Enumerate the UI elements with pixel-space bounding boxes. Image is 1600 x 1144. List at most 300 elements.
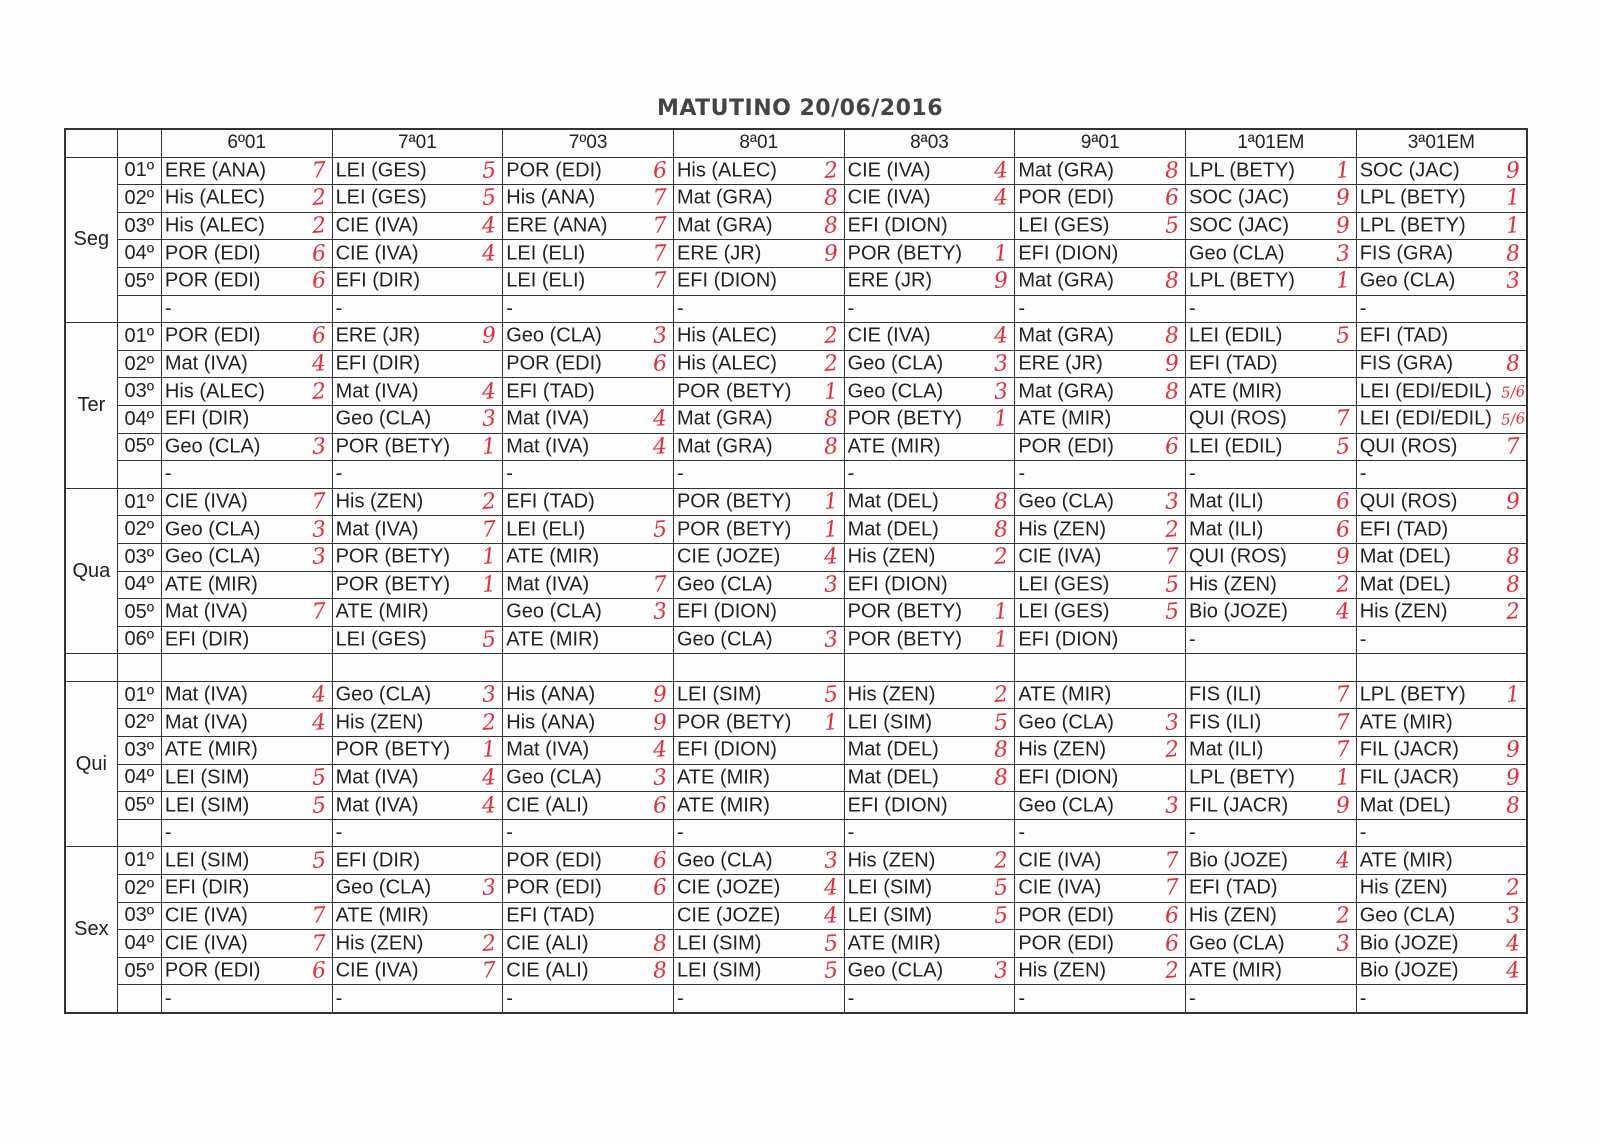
subject-teacher: Mat (DEL) bbox=[1359, 545, 1451, 568]
subject-teacher: Mat (DEL) bbox=[847, 490, 939, 513]
table-row bbox=[65, 405, 1527, 433]
subject-teacher: - bbox=[506, 462, 513, 485]
subject-teacher: Mat (GRA) bbox=[676, 214, 773, 237]
handwritten-mark: 7 bbox=[310, 902, 327, 929]
schedule-cell bbox=[1015, 957, 1186, 985]
handwritten-mark: 3 bbox=[993, 958, 1010, 985]
schedule-cell bbox=[1186, 737, 1357, 765]
schedule-cell bbox=[1015, 930, 1186, 958]
subject-teacher: EFI (TAD) bbox=[506, 904, 595, 927]
schedule-cell bbox=[673, 433, 844, 461]
handwritten-mark: 3 bbox=[1505, 902, 1521, 929]
handwritten-mark: 3 bbox=[822, 627, 839, 653]
subject-teacher: - bbox=[1189, 462, 1196, 485]
class-header: 8ª03 bbox=[844, 129, 1015, 157]
subject-teacher: CIE (IVA) bbox=[847, 186, 931, 209]
schedule-cell bbox=[1356, 875, 1527, 903]
schedule-cell bbox=[332, 957, 503, 985]
subject-teacher: Geo (CLA) bbox=[1018, 794, 1114, 817]
day-label: Qua bbox=[65, 488, 117, 654]
period-label: 03º bbox=[117, 543, 161, 571]
subject-teacher: CIE (ALI) bbox=[506, 794, 589, 817]
schedule-cell bbox=[1015, 405, 1186, 433]
subject-teacher: POR (EDI) bbox=[1018, 186, 1114, 209]
handwritten-mark: 9 bbox=[481, 323, 498, 350]
subject-teacher: Geo (CLA) bbox=[506, 600, 602, 623]
handwritten-mark: 1 bbox=[993, 240, 1010, 267]
day-label: Sex bbox=[65, 847, 117, 1013]
subject-teacher: POR (BETY) bbox=[847, 407, 963, 430]
subject-teacher: POR (EDI) bbox=[506, 352, 602, 375]
handwritten-mark: 7 bbox=[1334, 709, 1351, 736]
schedule-cell bbox=[673, 350, 844, 378]
schedule-cell bbox=[1015, 681, 1186, 709]
schedule-cell bbox=[161, 875, 332, 903]
handwritten-mark: 5 bbox=[822, 958, 839, 985]
subject-teacher: LEI (SIM) bbox=[847, 876, 933, 899]
handwritten-mark: 3 bbox=[1334, 240, 1351, 267]
schedule-cell bbox=[673, 930, 844, 958]
schedule-cell bbox=[332, 350, 503, 378]
class-header: 7º03 bbox=[503, 129, 674, 157]
subject-teacher: ATE (MIR) bbox=[1018, 683, 1112, 706]
schedule-cell bbox=[1186, 847, 1357, 875]
subject-teacher: CIE (ALI) bbox=[506, 959, 589, 982]
subject-teacher: His (ZEN) bbox=[335, 932, 424, 955]
schedule-cell bbox=[673, 461, 844, 489]
schedule-cell bbox=[332, 985, 503, 1013]
handwritten-mark: 7 bbox=[481, 516, 498, 543]
subject-teacher: - bbox=[1359, 821, 1367, 844]
schedule-cell bbox=[332, 516, 503, 544]
subject-teacher: Geo (CLA) bbox=[847, 380, 944, 403]
handwritten-mark: 7 bbox=[310, 930, 327, 957]
handwritten-mark: 8 bbox=[1505, 571, 1521, 598]
subject-teacher: His (ZEN) bbox=[847, 545, 936, 568]
subject-teacher: Mat (IVA) bbox=[164, 352, 248, 375]
subject-teacher: His (ZEN) bbox=[335, 711, 424, 734]
subject-teacher: POR (EDI) bbox=[506, 876, 602, 899]
subject-teacher: Mat (DEL) bbox=[847, 738, 939, 761]
schedule-cell bbox=[1015, 323, 1186, 351]
subject-teacher: POR (BETY) bbox=[847, 628, 963, 651]
handwritten-mark: 5 bbox=[993, 902, 1010, 929]
handwritten-mark: 4 bbox=[481, 213, 498, 240]
schedule-cell bbox=[1186, 461, 1357, 489]
handwritten-mark: 4 bbox=[822, 875, 839, 902]
subject-teacher: His (ALEC) bbox=[164, 214, 265, 237]
subject-teacher: - bbox=[676, 821, 684, 844]
subject-teacher: Bio (JOZE) bbox=[1359, 959, 1459, 982]
handwritten-mark: 4 bbox=[481, 240, 498, 267]
subject-teacher: Geo (CLA) bbox=[1359, 269, 1456, 292]
schedule-cell bbox=[1186, 985, 1357, 1013]
schedule-cell bbox=[1186, 599, 1357, 627]
schedule-cell bbox=[673, 764, 844, 792]
subject-teacher: ATE (MIR) bbox=[676, 766, 770, 789]
schedule-cell bbox=[161, 847, 332, 875]
handwritten-mark: 4 bbox=[310, 351, 327, 378]
class-header: 8ª01 bbox=[673, 129, 844, 157]
handwritten-mark: 1 bbox=[481, 544, 498, 571]
handwritten-mark: 1 bbox=[481, 571, 498, 598]
handwritten-mark: 8 bbox=[993, 737, 1010, 764]
schedule-cell bbox=[844, 571, 1015, 599]
schedule-cell bbox=[332, 212, 503, 240]
subject-teacher: ATE (MIR) bbox=[847, 932, 941, 955]
subject-teacher: CIE (IVA) bbox=[164, 932, 248, 955]
empty-cell bbox=[1015, 654, 1186, 682]
subject-teacher: - bbox=[676, 462, 684, 485]
schedule-cell bbox=[1186, 378, 1357, 406]
schedule-cell bbox=[1015, 847, 1186, 875]
schedule-cell bbox=[503, 350, 674, 378]
schedule-cell bbox=[1015, 461, 1186, 489]
subject-teacher: - bbox=[506, 987, 513, 1010]
handwritten-mark: 2 bbox=[481, 489, 498, 515]
schedule-cell bbox=[503, 378, 674, 406]
table-row bbox=[65, 295, 1527, 323]
schedule-cell bbox=[673, 267, 844, 295]
handwritten-mark: 2 bbox=[481, 930, 498, 957]
table-row bbox=[65, 709, 1527, 737]
handwritten-mark: 2 bbox=[993, 544, 1010, 571]
subject-teacher: POR (BETY) bbox=[335, 573, 451, 596]
handwritten-mark: 8 bbox=[1164, 323, 1180, 350]
schedule-cell bbox=[332, 267, 503, 295]
period-label bbox=[117, 985, 161, 1013]
subject-teacher: Mat (ILI) bbox=[1189, 518, 1264, 541]
schedule-cell bbox=[161, 350, 332, 378]
subject-teacher: - bbox=[1018, 987, 1025, 1010]
handwritten-mark: 6 bbox=[310, 268, 327, 295]
handwritten-mark: 3 bbox=[822, 847, 839, 874]
schedule-cell bbox=[332, 543, 503, 571]
schedule-cell bbox=[1015, 350, 1186, 378]
schedule-cell bbox=[1356, 157, 1527, 185]
schedule-cell bbox=[1015, 571, 1186, 599]
schedule-cell bbox=[503, 902, 674, 930]
subject-teacher: - bbox=[1189, 821, 1196, 844]
handwritten-mark: 5 bbox=[993, 709, 1010, 736]
table-row bbox=[65, 240, 1527, 268]
subject-teacher: ATE (MIR) bbox=[164, 573, 258, 596]
handwritten-mark: 3 bbox=[652, 764, 668, 791]
handwritten-mark: 6 bbox=[1164, 930, 1180, 957]
handwritten-mark: 5 bbox=[1164, 213, 1180, 240]
handwritten-mark: 1 bbox=[481, 433, 498, 460]
schedule-cell bbox=[844, 405, 1015, 433]
handwritten-mark: 5 bbox=[481, 627, 498, 653]
handwritten-mark: 6 bbox=[1164, 902, 1180, 929]
schedule-cell bbox=[1186, 267, 1357, 295]
schedule-cell bbox=[1356, 737, 1527, 765]
subject-teacher: FIL (JACR) bbox=[1189, 794, 1289, 817]
schedule-cell bbox=[1356, 488, 1527, 516]
schedule-cell bbox=[1356, 902, 1527, 930]
schedule-cell bbox=[673, 599, 844, 627]
schedule-cell bbox=[161, 792, 332, 820]
subject-teacher: - bbox=[1189, 297, 1196, 320]
table-row bbox=[65, 157, 1527, 185]
handwritten-mark: 5 bbox=[310, 847, 327, 874]
handwritten-mark: 4 bbox=[993, 185, 1010, 212]
schedule-cell bbox=[1356, 764, 1527, 792]
subject-teacher: SOC (JAC) bbox=[1359, 159, 1460, 182]
subject-teacher: - bbox=[164, 821, 172, 844]
schedule-cell bbox=[844, 626, 1015, 654]
table-row bbox=[65, 378, 1527, 406]
schedule-cell bbox=[1186, 516, 1357, 544]
handwritten-mark: 9 bbox=[1505, 157, 1521, 184]
subject-teacher: ATE (MIR) bbox=[335, 600, 429, 623]
handwritten-mark: 7 bbox=[652, 268, 668, 295]
schedule-cell bbox=[332, 626, 503, 654]
schedule-cell bbox=[673, 185, 844, 213]
schedule-cell bbox=[161, 957, 332, 985]
subject-teacher: Mat (GRA) bbox=[1018, 269, 1114, 292]
subject-teacher: CIE (IVA) bbox=[847, 159, 931, 182]
period-label: 06º bbox=[117, 626, 161, 654]
subject-teacher: FIS (GRA) bbox=[1359, 352, 1454, 375]
subject-teacher: POR (EDI) bbox=[1018, 904, 1114, 927]
schedule-cell bbox=[332, 709, 503, 737]
subject-teacher: Mat (IVA) bbox=[335, 380, 419, 403]
subject-teacher: His (ZEN) bbox=[1189, 573, 1277, 596]
schedule-cell bbox=[844, 764, 1015, 792]
handwritten-mark: 8 bbox=[822, 406, 839, 433]
separator-row bbox=[65, 654, 1527, 682]
subject-teacher: EFI (DION) bbox=[676, 600, 777, 623]
subject-teacher: Geo (CLA) bbox=[164, 518, 261, 541]
schedule-cell bbox=[844, 902, 1015, 930]
subject-teacher: POR (EDI) bbox=[164, 242, 261, 265]
subject-teacher: Mat (IVA) bbox=[335, 794, 419, 817]
subject-teacher: Mat (IVA) bbox=[164, 711, 248, 734]
schedule-cell bbox=[1186, 875, 1357, 903]
subject-teacher: CIE (IVA) bbox=[335, 214, 419, 237]
period-label: 02º bbox=[117, 185, 161, 213]
subject-teacher: Mat (DEL) bbox=[1359, 794, 1451, 817]
handwritten-mark: 8 bbox=[993, 516, 1010, 543]
schedule-cell bbox=[1186, 571, 1357, 599]
corner-cell bbox=[117, 129, 161, 157]
handwritten-mark: 5 bbox=[652, 516, 668, 543]
day-label: Qui bbox=[65, 681, 117, 847]
schedule-cell bbox=[1186, 709, 1357, 737]
schedule-cell bbox=[503, 847, 674, 875]
handwritten-mark: 3 bbox=[481, 682, 498, 709]
schedule-cell bbox=[1356, 267, 1527, 295]
empty-cell bbox=[332, 654, 503, 682]
table-row bbox=[65, 599, 1527, 627]
schedule-cell bbox=[1015, 819, 1186, 847]
schedule-cell bbox=[332, 461, 503, 489]
handwritten-mark: 3 bbox=[481, 875, 498, 902]
subject-teacher: POR (EDI) bbox=[506, 849, 602, 872]
schedule-cell bbox=[161, 902, 332, 930]
period-label: 04º bbox=[117, 405, 161, 433]
handwritten-mark: 8 bbox=[993, 489, 1010, 515]
subject-teacher: His (ALEC) bbox=[676, 159, 777, 182]
handwritten-mark: 6 bbox=[1164, 185, 1180, 212]
schedule-cell bbox=[844, 792, 1015, 820]
schedule-cell bbox=[332, 378, 503, 406]
schedule-cell bbox=[161, 157, 332, 185]
handwritten-mark: 8 bbox=[652, 958, 668, 985]
schedule-cell bbox=[1015, 433, 1186, 461]
subject-teacher: EFI (DION) bbox=[1018, 628, 1119, 651]
table-row bbox=[65, 737, 1527, 765]
handwritten-mark: 1 bbox=[822, 489, 839, 515]
handwritten-mark: 1 bbox=[993, 627, 1010, 653]
schedule-cell bbox=[503, 875, 674, 903]
schedule-cell bbox=[1186, 405, 1357, 433]
schedule-cell bbox=[503, 792, 674, 820]
schedule-cell bbox=[332, 930, 503, 958]
schedule-cell bbox=[503, 571, 674, 599]
schedule-cell bbox=[844, 267, 1015, 295]
handwritten-mark: 2 bbox=[481, 709, 498, 736]
handwritten-mark: 8 bbox=[1164, 157, 1180, 184]
subject-teacher: - bbox=[506, 821, 513, 844]
schedule-cell bbox=[1356, 323, 1527, 351]
schedule-cell bbox=[332, 185, 503, 213]
handwritten-mark: 7 bbox=[481, 958, 498, 985]
subject-teacher: EFI (DIR) bbox=[164, 876, 250, 899]
schedule-cell bbox=[673, 957, 844, 985]
schedule-cell bbox=[844, 599, 1015, 627]
handwritten-mark: 4 bbox=[652, 737, 668, 764]
subject-teacher: Geo (CLA) bbox=[335, 683, 432, 706]
subject-teacher: Mat (IVA) bbox=[335, 766, 419, 789]
handwritten-mark: 9 bbox=[822, 240, 839, 267]
handwritten-mark: 4 bbox=[481, 764, 498, 791]
schedule-cell bbox=[1356, 405, 1527, 433]
subject-teacher: His (ZEN) bbox=[335, 490, 424, 513]
schedule-cell bbox=[332, 681, 503, 709]
schedule-cell bbox=[844, 516, 1015, 544]
table-row bbox=[65, 267, 1527, 295]
subject-teacher: - bbox=[506, 297, 513, 320]
subject-teacher: POR (EDI) bbox=[164, 324, 261, 347]
schedule-cell bbox=[1015, 902, 1186, 930]
handwritten-mark: 9 bbox=[652, 682, 668, 709]
subject-teacher: Mat (GRA) bbox=[1018, 380, 1114, 403]
subject-teacher: ATE (MIR) bbox=[1189, 959, 1282, 982]
handwritten-mark: 6 bbox=[652, 351, 668, 378]
table-row bbox=[65, 461, 1527, 489]
schedule-cell bbox=[1356, 295, 1527, 323]
schedule-cell bbox=[503, 323, 674, 351]
subject-teacher: Geo (CLA) bbox=[1018, 490, 1114, 513]
subject-teacher: EFI (DIR) bbox=[335, 352, 420, 375]
subject-teacher: - bbox=[1359, 987, 1367, 1010]
period-label: 03º bbox=[117, 737, 161, 765]
schedule-cell bbox=[844, 957, 1015, 985]
table-row bbox=[65, 433, 1527, 461]
subject-teacher: POR (BETY) bbox=[335, 738, 451, 761]
handwritten-mark: 7 bbox=[310, 489, 327, 515]
handwritten-mark: 9 bbox=[1505, 764, 1521, 791]
schedule-cell bbox=[673, 709, 844, 737]
subject-teacher: - bbox=[676, 297, 684, 320]
subject-teacher: Geo (CLA) bbox=[847, 352, 944, 375]
schedule-cell bbox=[1356, 350, 1527, 378]
handwritten-mark: 3 bbox=[652, 599, 668, 626]
schedule-cell bbox=[161, 681, 332, 709]
schedule-cell bbox=[1015, 212, 1186, 240]
handwritten-mark: 5 bbox=[310, 792, 327, 819]
schedule-cell bbox=[1356, 930, 1527, 958]
subject-teacher: POR (EDI) bbox=[164, 959, 261, 982]
schedule-cell bbox=[503, 185, 674, 213]
table-row bbox=[65, 350, 1527, 378]
handwritten-mark: 8 bbox=[822, 433, 839, 460]
subject-teacher: - bbox=[847, 821, 855, 844]
period-label bbox=[117, 295, 161, 323]
subject-teacher: SOC (JAC) bbox=[1189, 214, 1289, 237]
handwritten-mark: 8 bbox=[1164, 378, 1180, 405]
subject-teacher: ATE (MIR) bbox=[506, 545, 600, 568]
schedule-cell bbox=[161, 930, 332, 958]
schedule-cell bbox=[503, 488, 674, 516]
schedule-cell bbox=[161, 764, 332, 792]
subject-teacher: LEI (EDI/EDIL) bbox=[1359, 407, 1492, 430]
day-label: Ter bbox=[65, 323, 117, 489]
schedule-cell bbox=[1015, 516, 1186, 544]
subject-teacher: CIE (IVA) bbox=[1018, 876, 1102, 899]
handwritten-mark: 2 bbox=[1505, 875, 1521, 902]
handwritten-mark: 6 bbox=[652, 792, 668, 819]
handwritten-mark: 7 bbox=[1505, 433, 1521, 460]
schedule-cell bbox=[332, 240, 503, 268]
subject-teacher: CIE (IVA) bbox=[335, 959, 419, 982]
period-label: 02º bbox=[117, 709, 161, 737]
schedule-cell bbox=[503, 267, 674, 295]
schedule-cell bbox=[1186, 350, 1357, 378]
schedule-cell bbox=[844, 350, 1015, 378]
schedule-cell bbox=[673, 681, 844, 709]
subject-teacher: His (ZEN) bbox=[1018, 959, 1107, 982]
subject-teacher: Geo (CLA) bbox=[335, 407, 432, 430]
schedule-cell bbox=[1186, 212, 1357, 240]
subject-teacher: His (ALEC) bbox=[676, 324, 777, 347]
subject-teacher: Geo (CLA) bbox=[164, 435, 261, 458]
handwritten-mark: 5 bbox=[481, 157, 498, 184]
subject-teacher: His (ALEC) bbox=[164, 186, 265, 209]
subject-teacher: Geo (CLA) bbox=[676, 849, 773, 872]
subject-teacher: LEI (SIM) bbox=[676, 959, 762, 982]
subject-teacher: CIE (ALI) bbox=[506, 932, 589, 955]
schedule-cell bbox=[673, 626, 844, 654]
schedule-cell bbox=[332, 875, 503, 903]
subject-teacher: His (ALEC) bbox=[676, 352, 777, 375]
handwritten-mark: 1 bbox=[822, 516, 839, 543]
subject-teacher: Mat (IVA) bbox=[164, 600, 248, 623]
subject-teacher: Mat (ILI) bbox=[1189, 738, 1264, 761]
subject-teacher: EFI (DION) bbox=[676, 738, 777, 761]
subject-teacher: LEI (GES) bbox=[1018, 600, 1110, 623]
subject-teacher: EFI (TAD) bbox=[506, 490, 595, 513]
subject-teacher: SOC (JAC) bbox=[1189, 186, 1289, 209]
period-label: 04º bbox=[117, 930, 161, 958]
subject-teacher: LPL (BETY) bbox=[1189, 766, 1295, 789]
subject-teacher: Geo (CLA) bbox=[1359, 904, 1456, 927]
handwritten-mark: 3 bbox=[481, 406, 498, 433]
subject-teacher: Mat (DEL) bbox=[847, 766, 939, 789]
schedule-cell bbox=[673, 405, 844, 433]
